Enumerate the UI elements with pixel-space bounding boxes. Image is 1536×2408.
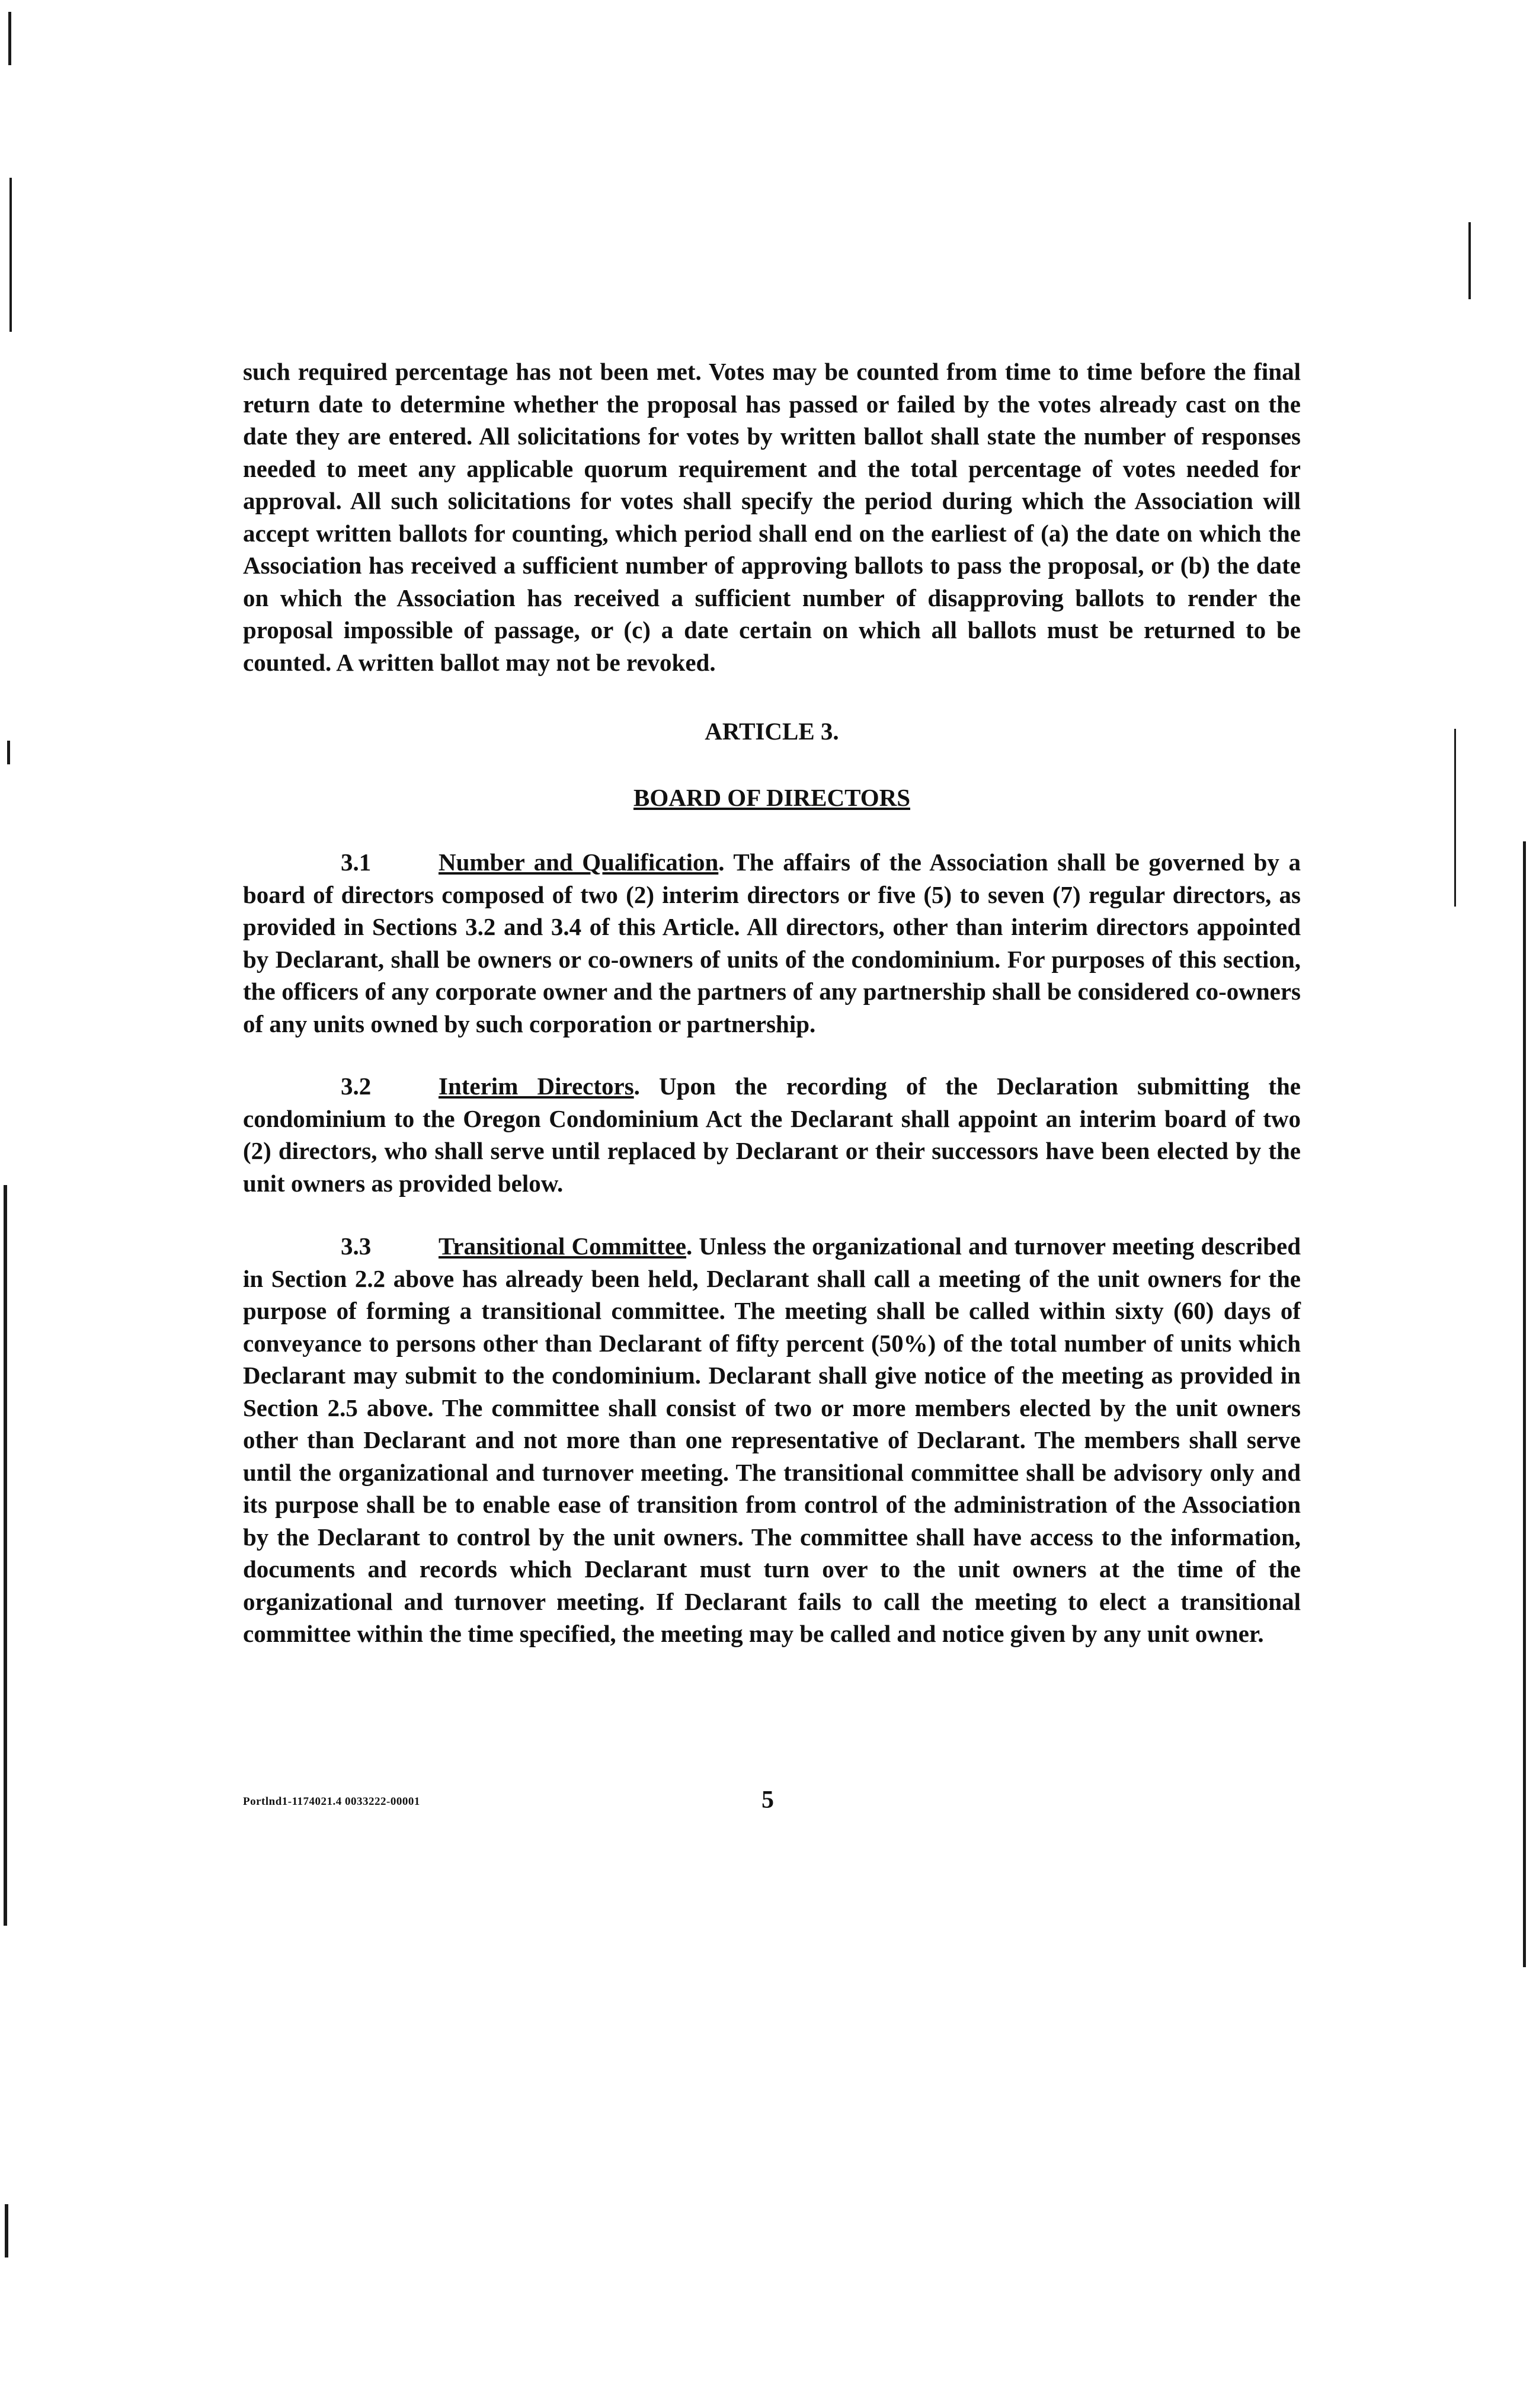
- scan-edge-right-mark: [1454, 729, 1456, 907]
- page-number: 5: [761, 1786, 774, 1814]
- scan-edge-right-mark: [1468, 222, 1471, 299]
- scan-edge-left-mark: [8, 12, 11, 65]
- section-heading: Number and Qualification: [439, 848, 719, 876]
- section-heading: Transitional Committee: [439, 1232, 686, 1260]
- scan-edge-left-mark: [7, 741, 10, 764]
- scan-edge-left-mark: [5, 2204, 8, 2258]
- scan-edge-right-mark: [1523, 841, 1526, 1967]
- section-number: 3.3: [341, 1232, 372, 1260]
- article-subtitle-wrap: [243, 783, 1301, 812]
- article-title: ARTICLE 3.: [705, 718, 839, 745]
- section-text: . Unless the organizational and turnover meeting described in Section 2.2 above has already been held, Declarant shall call a meeting of the unit owners for the purpose of forming a transitional committee. The meeting shall be called within sixty (60) days of conveyance to persons other than Declarant of fifty percent (50%) of the total number of units which Declarant may submit to the condominium. Declarant shall give notice of the meeting as provided in Section 2.5 above. The committee shall consist of two or more members elected by the unit owners other than Declarant and not more than one representative of Declarant. The members shall serve until the organizational and turnover meeting. The transitional committee shall be advisory only and its purpose shall be to enable ease of transition from control of the administration of the Association by the Declarant to control by the unit owners. The committee shall have access to the information, documents and records which Declarant must turn over to the unit owners at the time of the organizational and turnover meeting. If Declarant fails to call the meeting to elect a transitional committee within the time specified, the meeting may be called and notice given by any unit owner.: [243, 1232, 1301, 1647]
- scan-edge-left-mark: [4, 1185, 7, 1926]
- section-text: . Upon the recording of the Declaration submitting the condominium to the Oregon Condominium Act the Declarant shall appoint an interim board of two (2) directors, who shall serve until replaced by Declarant or their successors have been elected by the unit owners as provided below.: [243, 1072, 1301, 1197]
- section-number: 3.2: [341, 1072, 372, 1100]
- footer-document-id: Portlnd1-1174021.4 0033222-00001: [243, 1795, 420, 1808]
- section-heading: Interim Directors: [439, 1072, 634, 1100]
- section-text: . The affairs of the Association shall be governed by a board of directors composed of two (2) interim directors or five (5) to seven (7) regular directors, as provided in Sections 3.2 and 3.4 of this Article. All directors, other than interim directors appointed by Declarant, shall be owners or co-owners of units of the condominium. For purposes of this section, the officers of any corporate owner and the partners of any partnership shall be considered co-owners of any units owned by such corporation or partnership.: [243, 848, 1301, 1038]
- paragraph-continued: such required percentage has not been met. Votes may be counted from time to time before the final return date to determine whether the proposal has passed or failed by the votes already cast on the date they are entered. All solicitations for votes by written ballot shall state the number of responses needed to meet any applicable quorum requirement and the total percentage of votes needed for approval. All such solicitations for votes shall specify the period during which the Association will accept written ballots for counting, which period shall end on the earliest of (a) the date on which the Association has received a sufficient number of approving ballots to pass the proposal, or (b) the date on which the Association has received a sufficient number of disapproving ballots to render the proposal impossible of passage, or (c) a date certain on which all ballots must be returned to be counted. A written ballot may not be revoked.: [243, 358, 1301, 676]
- section-3-2: [243, 1070, 1301, 1199]
- section-number: 3.1: [341, 848, 372, 876]
- article-subtitle: BOARD OF DIRECTORS: [633, 784, 910, 811]
- scan-edge-left-mark: [9, 178, 12, 332]
- section-3-3: [243, 1230, 1301, 1650]
- section-3-1: [243, 846, 1301, 1040]
